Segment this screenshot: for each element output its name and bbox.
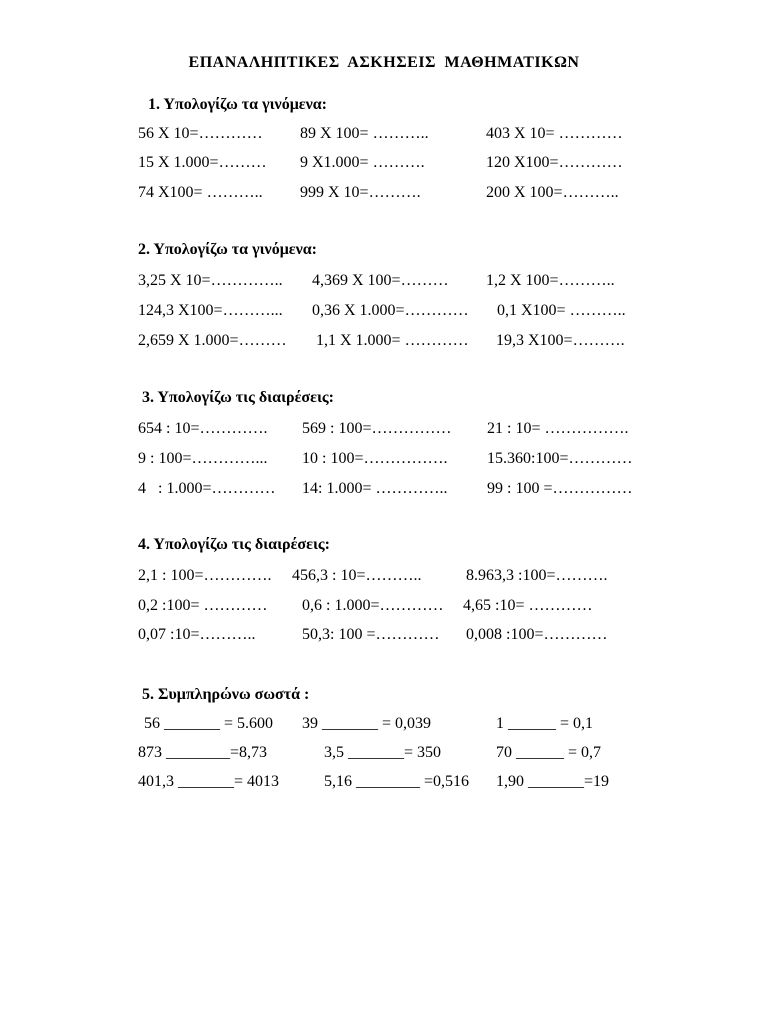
problem: 3,25 Χ 10=………….. <box>138 272 287 289</box>
problem: 0,36 Χ 1.000=………… <box>312 302 469 319</box>
problem: 4,369 Χ 100=……… <box>312 272 449 289</box>
exercise-row <box>0 123 768 145</box>
problem: 9 : 100=…………... <box>138 450 268 467</box>
problem: 4,65 :10= ………… <box>463 597 593 614</box>
exercise-row <box>0 742 768 764</box>
problem: 200 Χ 100=……….. <box>486 184 619 201</box>
problem: 0,1 Χ100= ……….. <box>497 302 626 319</box>
problem: 120 Χ100=………… <box>486 154 623 171</box>
exercise-heading: 1. Υπολογίζω τα γινόμενα: <box>148 96 327 113</box>
problem: 3,5 _______= 350 <box>324 744 442 761</box>
problem: 1 ______ = 0,1 <box>496 715 594 732</box>
problem: 401,3 _______= 4013 <box>138 773 280 790</box>
problem: 89 Χ 100= ……….. <box>300 125 429 142</box>
problem: 456,3 : 10=……….. <box>292 567 422 584</box>
exercise-row <box>0 330 768 352</box>
problem: 0,008 :100=………… <box>466 626 608 643</box>
exercise-heading: 5. Συμπληρώνω σωστά : <box>142 686 310 703</box>
exercise-row <box>0 182 768 204</box>
exercise-row <box>0 478 768 500</box>
problem: 654 : 10=…………. <box>138 420 268 437</box>
problem: 9 Χ1.000= ………. <box>300 154 425 171</box>
problem: 56 Χ 10=………… <box>138 125 263 142</box>
problem: 39 _______ = 0,039 <box>302 715 432 732</box>
exercise-row <box>0 624 768 646</box>
exercise-heading: 2. Υπολογίζω τα γινόμενα: <box>138 241 317 258</box>
problem: 50,3: 100 =………… <box>302 626 440 643</box>
problem: 403 Χ 10= ………… <box>486 125 623 142</box>
problem: 10 : 100=……………. <box>302 450 448 467</box>
problem: 569 : 100=…………… <box>302 420 452 437</box>
problem: 5,16 ________ =0,516 <box>324 773 470 790</box>
problem: 15 Χ 1.000=……… <box>138 154 267 171</box>
problem: 2,1 : 100=…………. <box>138 567 276 584</box>
problem: 0,07 :10=……….. <box>138 626 256 643</box>
problem: 1,2 Χ 100=……….. <box>486 272 615 289</box>
exercise-row <box>0 595 768 617</box>
problem: 4 : 1.000=………… <box>138 480 276 497</box>
problem: 124,3 Χ100=………... <box>138 302 283 319</box>
page-title: ΕΠΑΝΑΛΗΠΤΙΚΕΣ ΑΣΚΗΣΕΙΣ ΜΑΘΗΜΑΤΙΚΩΝ <box>188 54 580 71</box>
problem: 19,3 Χ100=………. <box>496 332 625 349</box>
problem: 21 : 10= ……………. <box>487 420 629 437</box>
problem: 0,2 :100= ………… <box>138 597 268 614</box>
problem: 56 _______ = 5.600 <box>144 715 274 732</box>
exercise-row <box>0 300 768 322</box>
exercise-row <box>0 713 768 735</box>
exercise-heading: 3. Υπολογίζω τις διαιρέσεις: <box>142 389 335 406</box>
exercise-row <box>0 448 768 470</box>
problem: 0,6 : 1.000=………… <box>302 597 444 614</box>
exercise-heading: 4. Υπολογίζω τις διαιρέσεις: <box>138 536 331 553</box>
exercise-row <box>0 418 768 440</box>
problem: 70 ______ = 0,7 <box>496 744 602 761</box>
exercise-row <box>0 152 768 174</box>
problem: 74 Χ100= ……….. <box>138 184 263 201</box>
problem: 1,1 Χ 1.000= ………… <box>316 332 469 349</box>
problem: 1,90 _______=19 <box>496 773 610 790</box>
problem: 15.360:100=………… <box>487 450 633 467</box>
exercise-row <box>0 771 768 793</box>
exercise-row <box>0 270 768 292</box>
problem: 99 : 100 =…………… <box>487 480 633 497</box>
problem: 873 ________=8,73 <box>138 744 268 761</box>
problem: 999 Χ 10=………. <box>300 184 421 201</box>
problem: 8.963,3 :100=………. <box>466 567 608 584</box>
problem: 2,659 Χ 1.000=……… <box>138 332 287 349</box>
problem: 14: 1.000= ………….. <box>302 480 448 497</box>
exercise-row <box>0 565 768 587</box>
